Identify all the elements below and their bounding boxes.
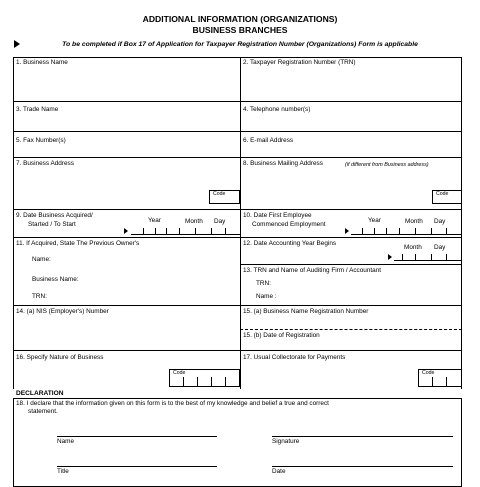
field-date-of-registration[interactable]: 15. (b) Date of Registration xyxy=(243,332,320,339)
tick xyxy=(446,254,447,260)
tick xyxy=(402,254,403,260)
tick xyxy=(432,377,433,387)
code-box-nature-of-business[interactable] xyxy=(169,369,240,387)
field-trn[interactable]: 2. Taxpayer Registration Number (TRN) xyxy=(243,59,356,66)
tick xyxy=(431,254,432,260)
field-date-acquired-line2: Started / To Start xyxy=(28,221,76,228)
previous-owner-name-label: Name: xyxy=(32,256,51,263)
field-business-address[interactable]: 7. Business Address xyxy=(16,160,74,167)
row-divider xyxy=(13,131,462,132)
tick xyxy=(415,254,416,260)
form-grid xyxy=(13,57,462,487)
field-business-name[interactable]: 1. Business Name xyxy=(16,59,68,66)
tick xyxy=(183,377,184,387)
year-label: Year xyxy=(148,217,161,224)
row-divider xyxy=(13,350,462,351)
month-label: Month xyxy=(404,244,422,251)
tick xyxy=(362,228,363,234)
pointer-icon xyxy=(124,228,128,234)
name-label: Name xyxy=(57,438,75,445)
auditing-firm-name-label: Name : xyxy=(256,293,277,300)
day-label: Day xyxy=(434,244,446,251)
tick xyxy=(211,377,212,387)
form-instruction: To be completed if Box 17 of Application for Taxpayer Registration Number (Organizations) Form is applicable xyxy=(62,41,418,48)
month-label: Month xyxy=(185,218,203,225)
tick xyxy=(211,228,212,234)
field-fax[interactable]: 5. Fax Number(s) xyxy=(16,137,66,144)
code-label: Code xyxy=(213,191,226,197)
row-divider xyxy=(13,209,462,210)
declaration-text-line2: statement. xyxy=(28,408,58,415)
mailing-address-note: (if different from Business address) xyxy=(345,162,429,168)
field-first-employee-line2: Commenced Employment xyxy=(252,221,326,228)
tick xyxy=(399,228,400,234)
field-accounting-year[interactable]: 12. Date Accounting Year Begins xyxy=(243,240,337,247)
field-email[interactable]: 6. E-mail Address xyxy=(243,137,294,144)
pointer-icon xyxy=(388,254,392,260)
row-divider xyxy=(13,101,462,102)
year-label: Year xyxy=(368,217,381,224)
signature-label: Signature xyxy=(272,438,300,445)
form-title: ADDITIONAL INFORMATION (ORGANIZATIONS) xyxy=(142,14,338,24)
tick xyxy=(225,228,226,234)
tick xyxy=(415,228,416,234)
date-line[interactable] xyxy=(272,466,453,467)
tick xyxy=(143,228,144,234)
date-label: Date xyxy=(272,468,286,475)
date-entry-line[interactable] xyxy=(131,234,240,235)
field-nature-of-business[interactable]: 16. Specify Nature of Business xyxy=(16,354,104,361)
tick xyxy=(195,228,196,234)
tick xyxy=(386,228,387,234)
code-box-mailing-address[interactable] xyxy=(432,190,462,204)
tick xyxy=(197,377,198,387)
field-telephone[interactable]: 4. Telephone number(s) xyxy=(243,106,311,113)
field-auditing-firm[interactable]: 13. TRN and Name of Auditing Firm / Accountant xyxy=(243,267,382,274)
day-label: Day xyxy=(434,218,446,225)
code-label: Code xyxy=(422,370,435,376)
field-previous-owner[interactable]: 11. If Acquired, State The Previous Owner's xyxy=(16,240,140,247)
tick xyxy=(166,228,167,234)
tick xyxy=(446,228,447,234)
row-divider xyxy=(13,157,462,158)
code-label: Code xyxy=(173,370,186,376)
row-divider xyxy=(240,264,462,265)
tick xyxy=(179,228,180,234)
auditing-firm-trn-label: TRN: xyxy=(256,280,271,287)
name-line[interactable] xyxy=(57,436,217,437)
tick xyxy=(374,228,375,234)
dashed-divider xyxy=(240,329,462,330)
row-divider xyxy=(13,237,462,238)
title-line[interactable] xyxy=(57,466,217,467)
tick xyxy=(446,377,447,387)
column-divider xyxy=(240,57,241,389)
tick xyxy=(225,377,226,387)
date-entry-line[interactable] xyxy=(351,234,462,235)
signature-line[interactable] xyxy=(272,436,453,437)
declaration-header xyxy=(13,389,462,399)
code-box-business-address[interactable] xyxy=(209,190,240,204)
code-box-collectorate[interactable] xyxy=(418,369,462,387)
form-subtitle: BUSINESS BRANCHES xyxy=(192,25,288,35)
field-first-employee[interactable]: 10. Date First Employee xyxy=(243,212,312,219)
code-label: Code xyxy=(436,191,449,197)
previous-owner-business-label: Business Name: xyxy=(32,276,79,283)
title-label: Title xyxy=(57,468,69,475)
pointer-icon xyxy=(345,228,349,234)
declaration-text: 18. I declare that the information given on this form is to the best of my knowledge and belief a true and correct xyxy=(16,400,329,407)
declaration-heading: DECLARATION xyxy=(16,390,64,397)
day-label: Day xyxy=(214,218,226,225)
previous-owner-trn-label: TRN: xyxy=(32,293,47,300)
month-label: Month xyxy=(405,218,423,225)
tick xyxy=(155,228,156,234)
field-mailing-address[interactable]: 8. Business Mailing Address xyxy=(243,160,323,167)
row-divider xyxy=(13,305,462,306)
date-entry-line[interactable] xyxy=(394,260,462,261)
field-business-name-registration[interactable]: 15. (a) Business Name Registration Number xyxy=(243,308,369,315)
tick xyxy=(431,228,432,234)
field-usual-collectorate[interactable]: 17. Usual Collectorate for Payments xyxy=(243,354,346,361)
field-trade-name[interactable]: 3. Trade Name xyxy=(16,106,59,113)
field-date-acquired[interactable]: 9. Date Business Acquired/ xyxy=(16,212,93,219)
field-nis-number[interactable]: 14. (a) NIS (Employer's) Number xyxy=(16,308,109,315)
